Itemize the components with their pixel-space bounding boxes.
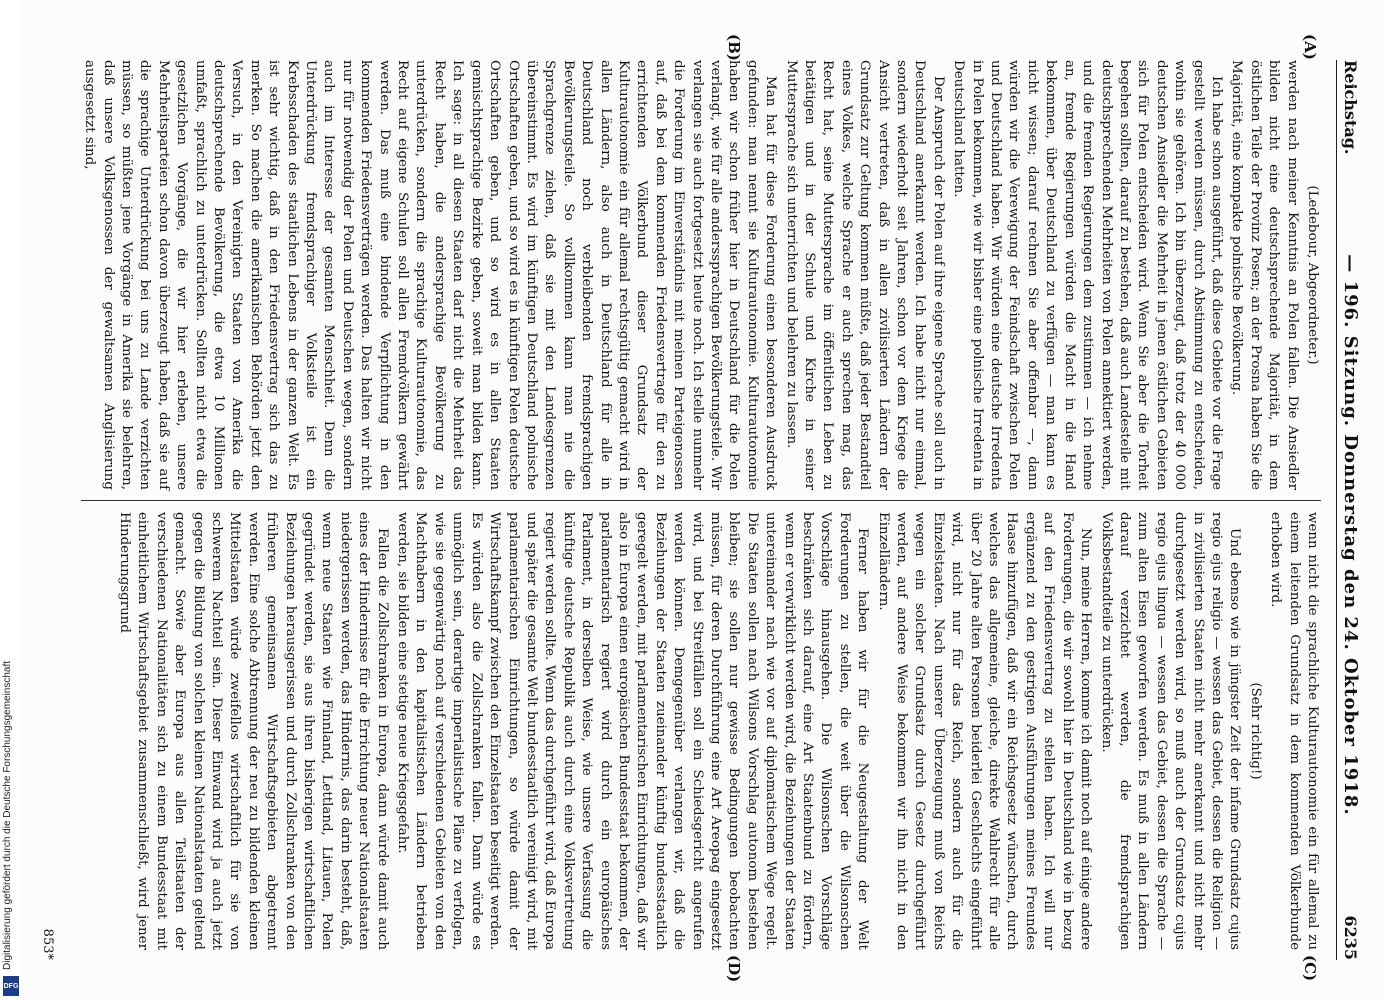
dfg-logo: DFG — [3, 976, 19, 996]
sidebar-credit-text: Digitalisierung gefördert durch die Deutsche Forschungsgemeinschaft — [2, 660, 13, 970]
paragraph: Nun, meine Herren, komme ich damit noch auf einige andere Forderungen, die wir sowohl hier in Deutschland wie in bezug auf den Friedensvertrag zu stellen haben. Ich will nur ergänzend zu den gestrigen Ausführungen meines Freundes Haase hinzufügen, daß wir ein Reichsgesetz wünschen, durch welches das allgemeine, gleiche, direkte Wahlrecht für alle über 20 Jahre alten Personen beiderlei Geschlechts eingeführt wird, nicht nur für das Reich, sondern auch für die Einzelstaaten. Nach unserer Überzeugung muß von Reichs wegen ein solcher Grundsatz durch Gesetz durchgeführt werden, auf andere Weise bekommen wir ihn nicht in den Einzelländern. — [875, 512, 1094, 950]
header-page-number: 6235 — [1341, 915, 1361, 960]
paragraph: Ich habe schon ausgeführt, daß diese Gebiete vor die Frage gestellt werden müssen, durch Abstimmung zu entscheiden, wohin sie gehören. Ich bin überzeugt, daß trotz der 40 000 deutschen Ansiedler die Mehrheit in jenen östlichen Gebieten sich für Polen entscheiden wird. Wenn Sie aber die Torheit begehen sollten, darauf zu bestehen, daß auch Landesteile mit deutschsprechenden Mehrheiten von Polen annektiert werden, und die fremden Regierungen dem zustimmen — ich nehme an, fremde Regierungen würden die Macht in die Hand bekommen, über Deutschland zu verfügen — man kann es nicht wissen; darauf rechnen Sie aber offenbar —, dann würden wir die Verewigung der Feindschaft zwischen Polen und Deutschland haben. Wir würden eine deutsche Irredenta in Polen bekommen, wie wir bisher eine polnische Irredenta in Deutschland hatten. — [951, 60, 1224, 490]
paragraph: Man hat für diese Forderung einen besonderen Ausdruck gefunden: man nennt sie Kulturautonomie. Kulturautonomie haben wir schon früher hier in Deutschland für die Polen verlangt, wie für alle anderssprachigen Bevölkerungsteile. Wir verlangen sie auch fortgesetzt heute noch. Ich stelle nunmehr die Forderung im Einverständnis mit meinen Parteigenossen auf, daß bei dem kommenden Friedensvertrage für den zu errichtenden Völkerbund dieser Grundsatz der Kulturautonomie ein für allemal rechtsgültig gemacht wird in allen Ländern, also auch in Deutschland für alle in Deutschland noch verbleibenden fremdsprachigen Bevölkerungsteile. So vollkommen kann man nie die Sprachgrenze ziehen, daß sie mit den Landesgrenzen übereinstimmt. Es wird im künftigen Deutschland polnische Ortschaften geben, und so wird es in künftigen Polen deutsche Ortschaften geben, und so wird es in allen Staaten gemischtsprachige Bezirke geben, soweit man bilden kann. Ich sage: in all diesen Staaten darf nicht die Mehrheit das Recht haben, die andersprachige Bevölkerung zu unterdrücken, sondern die sprachige Kulturautonomie, das Recht auf eigene Schulen soll allen Fremdvölkern gewährt werden. Das muß eine bindende Verpflichtung in den kommenden Friedensverträgen werden. Das halten wir nicht nur für notwendig der Polen und Deutschen wegen, sondern auch im Interesse der gesamten Menschheit. Denn die Unterdrückung fremdsprachiger Volksteile ist ein Krebsschaden des staatlichen Lebens in der ganzen Welt. Es ist sehr wichtig, daß in den Friedensvertrag sich das zu merken. So machen die amerikanischen Behörden jetzt den Versuch, in den Vereinigten Staaten von Amerika die deutschsprechende Bevölkerung, die etwa 10 Millionen umfaßt, sprachlich zu unterdrücken. Sollten nicht etwa die gesetzlichen Vorgänge, die wir hier erleben, unsere Mehrheitsparteien schon davon überzeugt haben, daß sie auf die sprachige Unterdrückung bei uns zu Lande verzichten müssen, so müßten jene Vorgänge in Amerika sie belehren, daß unsere Volksgenossen der gewaltsamen Anglisierung ausgesetzt sind, — [82, 60, 779, 490]
page-header — [1336, 60, 1365, 960]
column-divider — [81, 500, 1321, 501]
margin-marker-a: (A) — [1301, 34, 1319, 60]
paragraph: Der Anspruch der Polen auf ihre eigene Sprache soll auch in Deutschland anerkannt werden. Ich habe nicht nur einmal, sondern wiederholt seit Jahren, schon vor dem Kriege die Ansicht vertreten, daß in allen zivilisierten Ländern der Grundsatz zur Geltung kommen müßte, daß jeder Bestandteil eines Volkes, welche Sprache er auch sprechen mag, das Recht hat, seine Muttersprache im öffentlichen Leben zu betätigen und in der Schule und Kirche in seiner Muttersprache sich unterrichten und belehren zu lassen. — [783, 60, 946, 490]
margin-marker-c: (C) — [1301, 955, 1319, 982]
speaker-line: (Ledebour, Abgeordneter.) — [1305, 185, 1320, 365]
header-middle: — 196. Sitzung. Donnerstag den 24. Oktober 1918. — [1340, 254, 1362, 816]
paragraph: wenn nicht die sprachliche Kulturautonomie ein für allemal zu einem leitenden Grundsatz in dem kommenden Völkerbunde erhoben wird. — [1268, 512, 1320, 950]
text-column-left — [78, 60, 1321, 490]
paragraph: werden nach meiner Kenntnis an Polen fallen. Die Ansiedler bilden nicht eine deutschsprechende Majorität, in dem östlichen Teile der Provinz Posen; an der Prosna haben Sie die Majorität, eine kompakte polnische Bevölkerung. — [1229, 60, 1300, 490]
text-column-right — [113, 512, 1321, 950]
interjection: (Sehr richtig!) — [1247, 682, 1263, 780]
margin-marker-d: (D) — [725, 955, 743, 983]
paragraph: Und ebenso wie in jüngster Zeit der infame Grundsatz cujus regio ejus religio — wessen das Gebiet, dessen die Religion — in zivilisierten Staaten nicht mehr anerkannt und nicht mehr durchgesetzt werden wird, so muß auch der Grundsatz cujus regio ejus lingua — wessen das Gebiet, dessen die Sprache — zum alten Eisen geworfen werden. Es muß in allen Ländern darauf verzichtet werden, die fremdsprachigen Volksbestandteile zu unterdrücken. — [1098, 512, 1243, 950]
paragraph: Fallen die Zollschranken in Europa, dann würde damit auch eines der Hindernisse für die Errichtung neuer Nationalstaaten niedergerissen werden, das Hindernis, das darin besteht, daß, wenn neue Staaten wie Finnland, Lettland, Litauen, Polen gegründet werden, sie aus ihren bisherigen wirtschaftlichen Beziehungen herausgerissen und durch Zollschranken von den früheren gemeinsamen Wirtschaftsgebieten abgetrennt werden. Eine solche Abtrennung der neu zu bildenden kleinen Mittelstaaten würde zweifellos wirtschaftlich für sie von schwerem Nachteil sein. Dieser Einwand wird ja auch jetzt gegen die Bildung von solchen kleinen Nationalstaaten geltend gemacht. Sowie aber Europa aus allen Teilstaaten der verschiedenen Nationalitäten sich zu einem Bundesstaat mit einheitlichem Wirtschaftsgebiet zusammenschließt, wird jener Hinderungsgrund — [117, 512, 390, 950]
margin-marker-b: (B) — [725, 34, 743, 61]
digitization-sidebar — [0, 0, 22, 1000]
header-left: Reichstag. — [1341, 60, 1361, 155]
paragraph: Ferner haben wir für die Neugestaltung der Welt Forderungen zu stellen, die weit über die Wilsonschen Vorschläge hinausgehen. Die Wilsonschen Vorschläge beschränken sich darauf, eine Art Staatenbund zu fördern, wenn er verwirklicht werden wird, die Beziehungen der Staaten untereinander nach wie vor auf diplomatischem Wege regelt. Die Staaten sollen nach Wilsons Vorschlag autonom bestehen bleiben; sie sollen nur gewisse Bedingungen beobachten müssen, für deren Durchführung eine Art Areopag eingesetzt wird, und bei Streitfällen soll ein Schiedsgericht angerufen werden können. Demgegenüber verlangen wir, daß die Beziehungen der Staaten zueinander künftig bundesstaatlich geregelt werden, mit parlamentarischen Einrichtungen, daß wir also in Europa einen europäischen Bundesstaat bekommen, der parlamentarisch regiert wird durch ein europäisches Parlament, in derselben Weise, wie unsere Verfassung die künftige deutsche Republik auch durch eine Volksvertretung regiert werden sollte. Wenn das durchgeführt wird, daß Europa und später die gesamte Welt bundesstaatlich vereinigt wird, mit parlamentarischen Einrichtungen, so würde damit der Wirtschaftskampf zwischen den Einzelstaaten beseitigt werden. Es würden also die Zollschranken fallen. Dann würde es unmöglich sein, derartige imperialistische Pläne zu verfolgen, wie sie gegenwärtig noch auf verschiedenen Gebieten von den Machthabern in den kapitalistischen Ländern betrieben werden, sie bilden eine stetige neue Kriegsgefahr. — [395, 512, 871, 950]
footer-page-ref: 853* — [40, 928, 55, 960]
